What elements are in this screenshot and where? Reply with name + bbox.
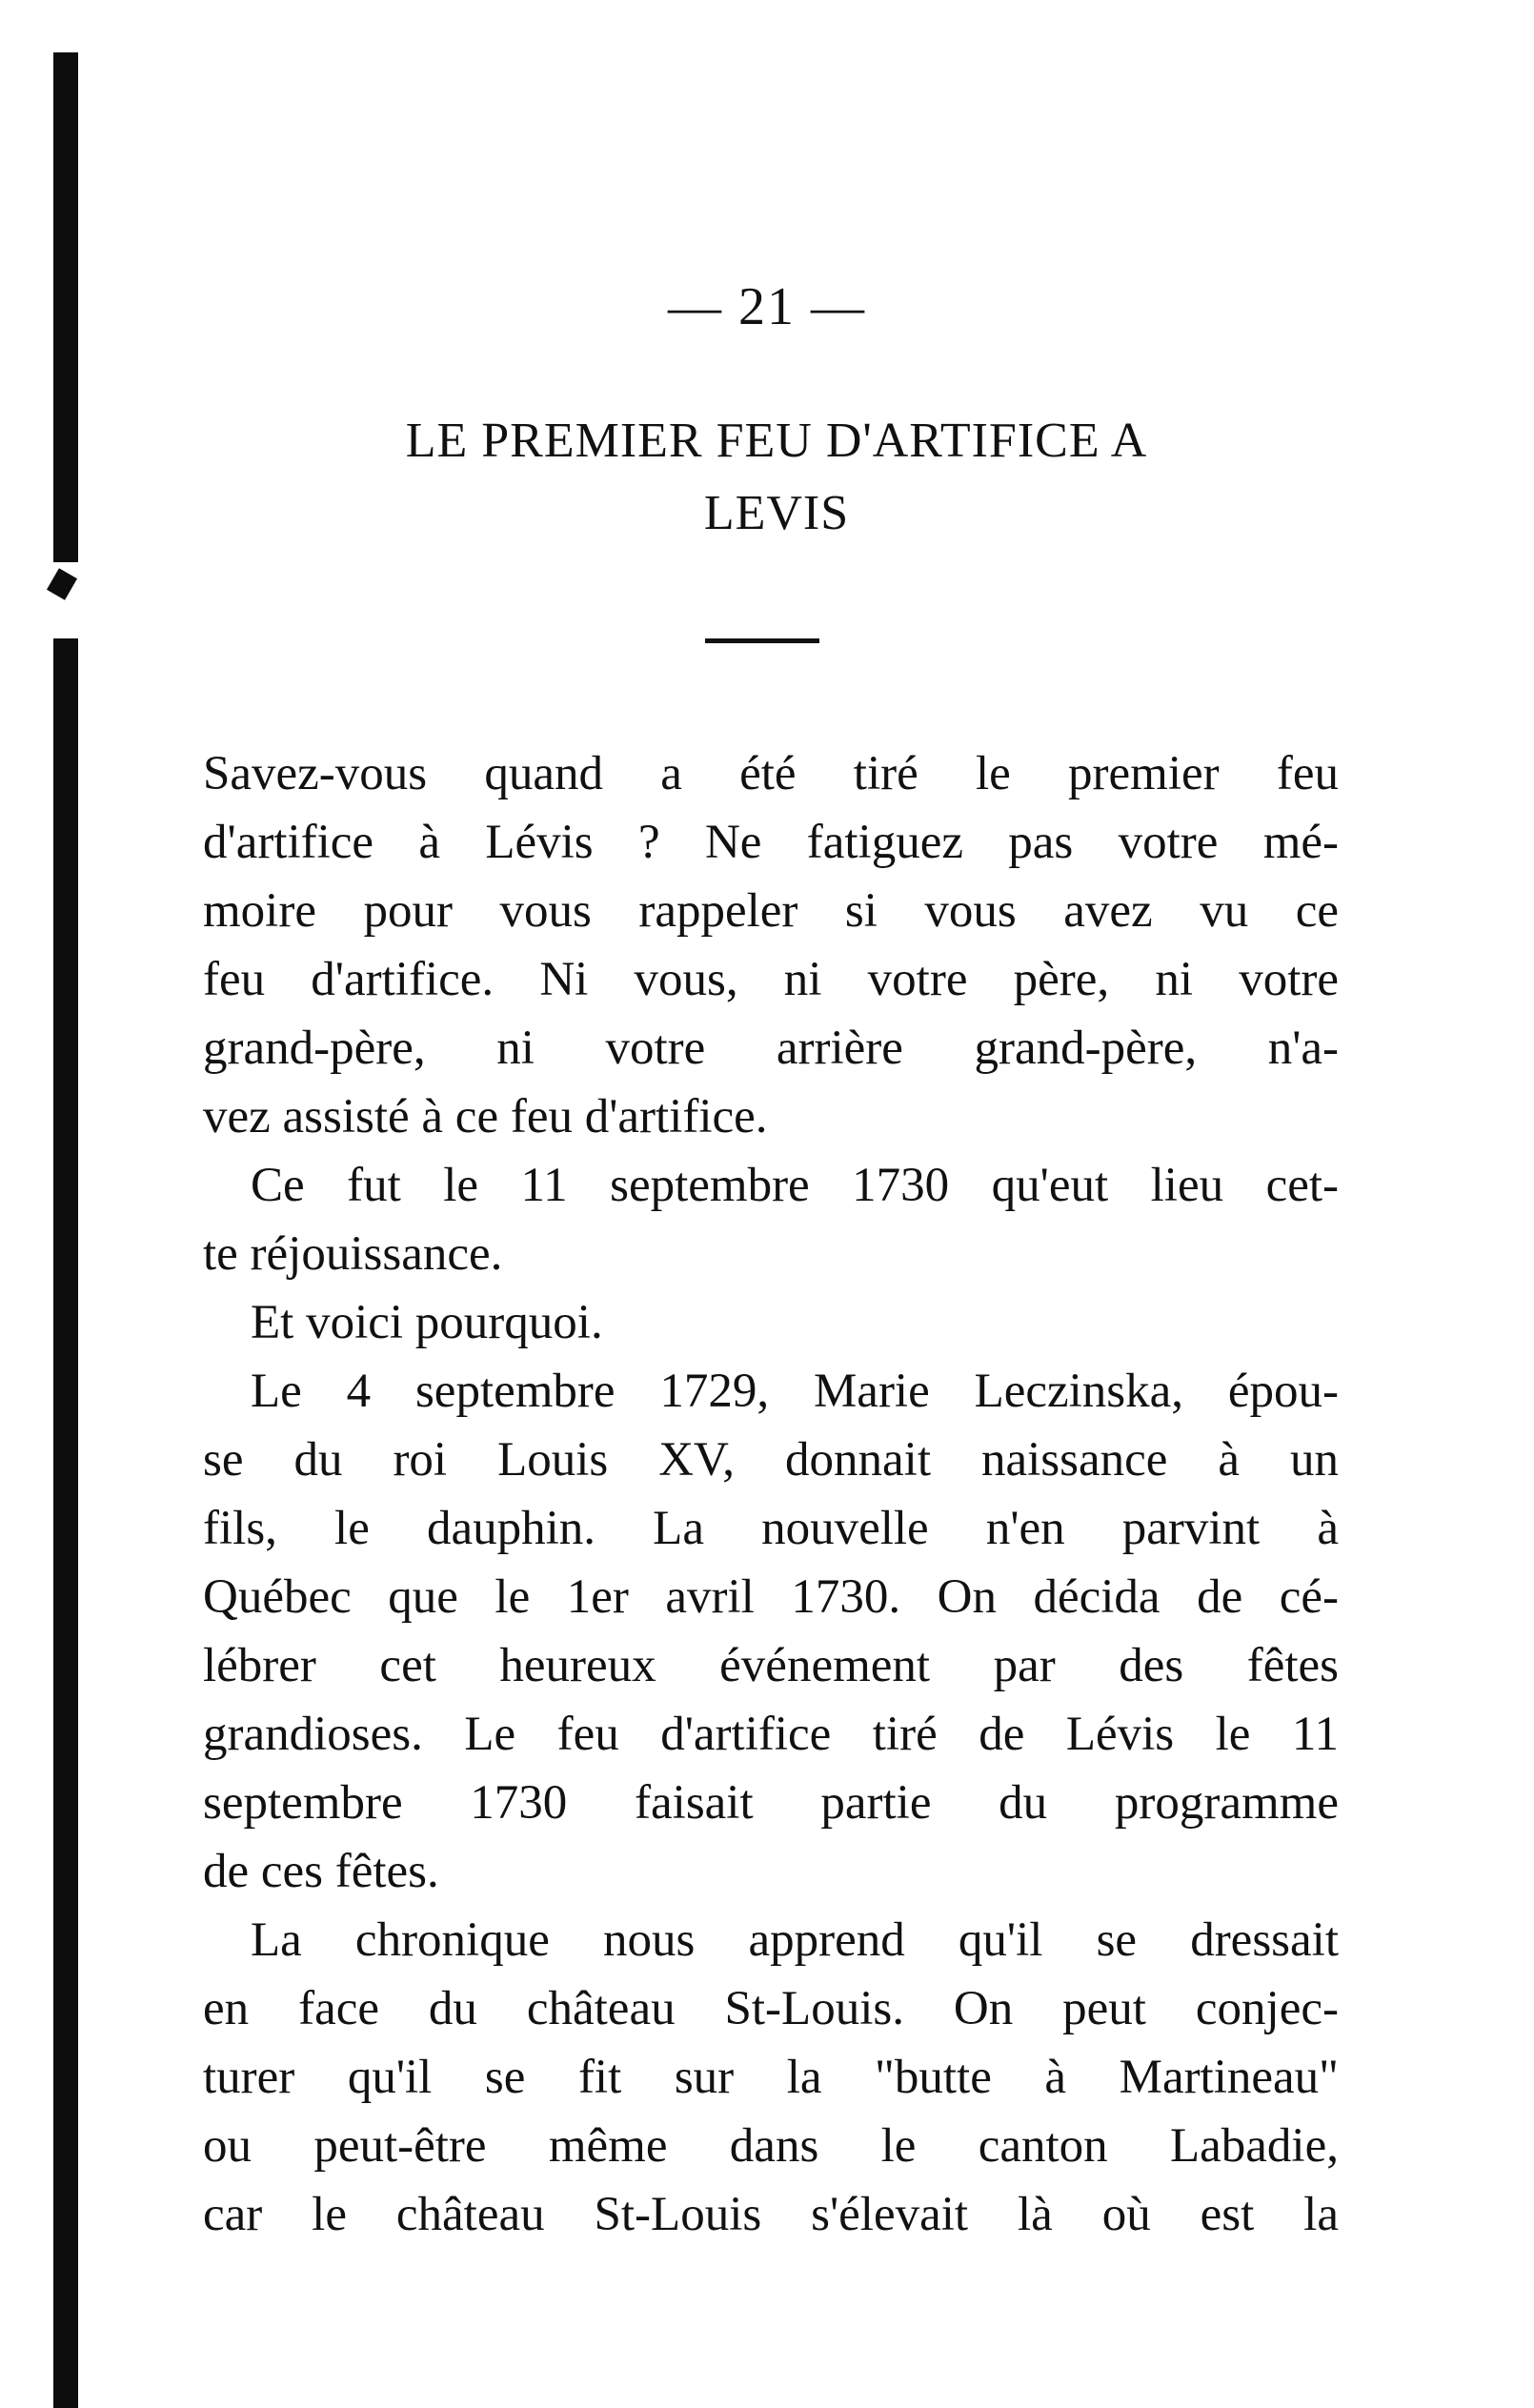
text-line: grand-père, ni votre arrière grand-père, n'a- (203, 1022, 1339, 1075)
text-line: Québec que le 1er avril 1730. On décida de cé- (203, 1570, 1339, 1624)
text-line: La chronique nous apprend qu'il se dressait (251, 1913, 1339, 1967)
text-line: septembre 1730 faisait partie du programme (203, 1776, 1339, 1830)
chapter-title-line: LEVIS (703, 486, 850, 540)
title-rule (705, 638, 819, 643)
text-line: te réjouissance. (203, 1227, 503, 1281)
text-line: car le château St-Louis s'élevait là où est la (203, 2188, 1339, 2241)
text-line: lébrer cet heureux événement par des fêtes (203, 1639, 1339, 1692)
text-line: feu d'artifice. Ni vous, ni votre père, ni votre (203, 953, 1339, 1006)
text-line: de ces fêtes. (203, 1845, 439, 1898)
text-line: turer qu'il se fit sur la "butte à Martineau" (203, 2051, 1339, 2104)
scan-binding-edge (53, 52, 78, 2408)
text-line: se du roi Louis XV, donnait naissance à un (203, 1433, 1339, 1487)
text-line: d'artifice à Lévis ? Ne fatiguez pas votre mé- (203, 816, 1339, 869)
text-line: Ce fut le 11 septembre 1730 qu'eut lieu cet- (251, 1159, 1339, 1212)
text-line: fils, le dauphin. La nouvelle n'en parvint à (203, 1502, 1339, 1555)
text-line: Et voici pourquoi. (251, 1296, 603, 1349)
text-line: Savez-vous quand a été tiré le premier feu (203, 747, 1339, 800)
chapter-title (286, 405, 1267, 550)
text-line: grandioses. Le feu d'artifice tiré de Lévis le 11 (203, 1708, 1339, 1761)
text-line: Le 4 septembre 1729, Marie Leczinska, épou- (251, 1365, 1339, 1418)
text-line: moire pour vous rappeler si vous avez vu ce (203, 884, 1339, 938)
page-number: — 21 — (668, 277, 866, 336)
text-line: vez assisté à ce feu d'artifice. (203, 1090, 768, 1143)
body-text (203, 739, 1339, 2249)
chapter-title-line: LE PREMIER FEU D'ARTIFICE A (405, 414, 1148, 468)
text-line: ou peut-être même dans le canton Labadie, (203, 2119, 1339, 2173)
text-line: en face du château St-Louis. On peut conjec- (203, 1982, 1339, 2035)
